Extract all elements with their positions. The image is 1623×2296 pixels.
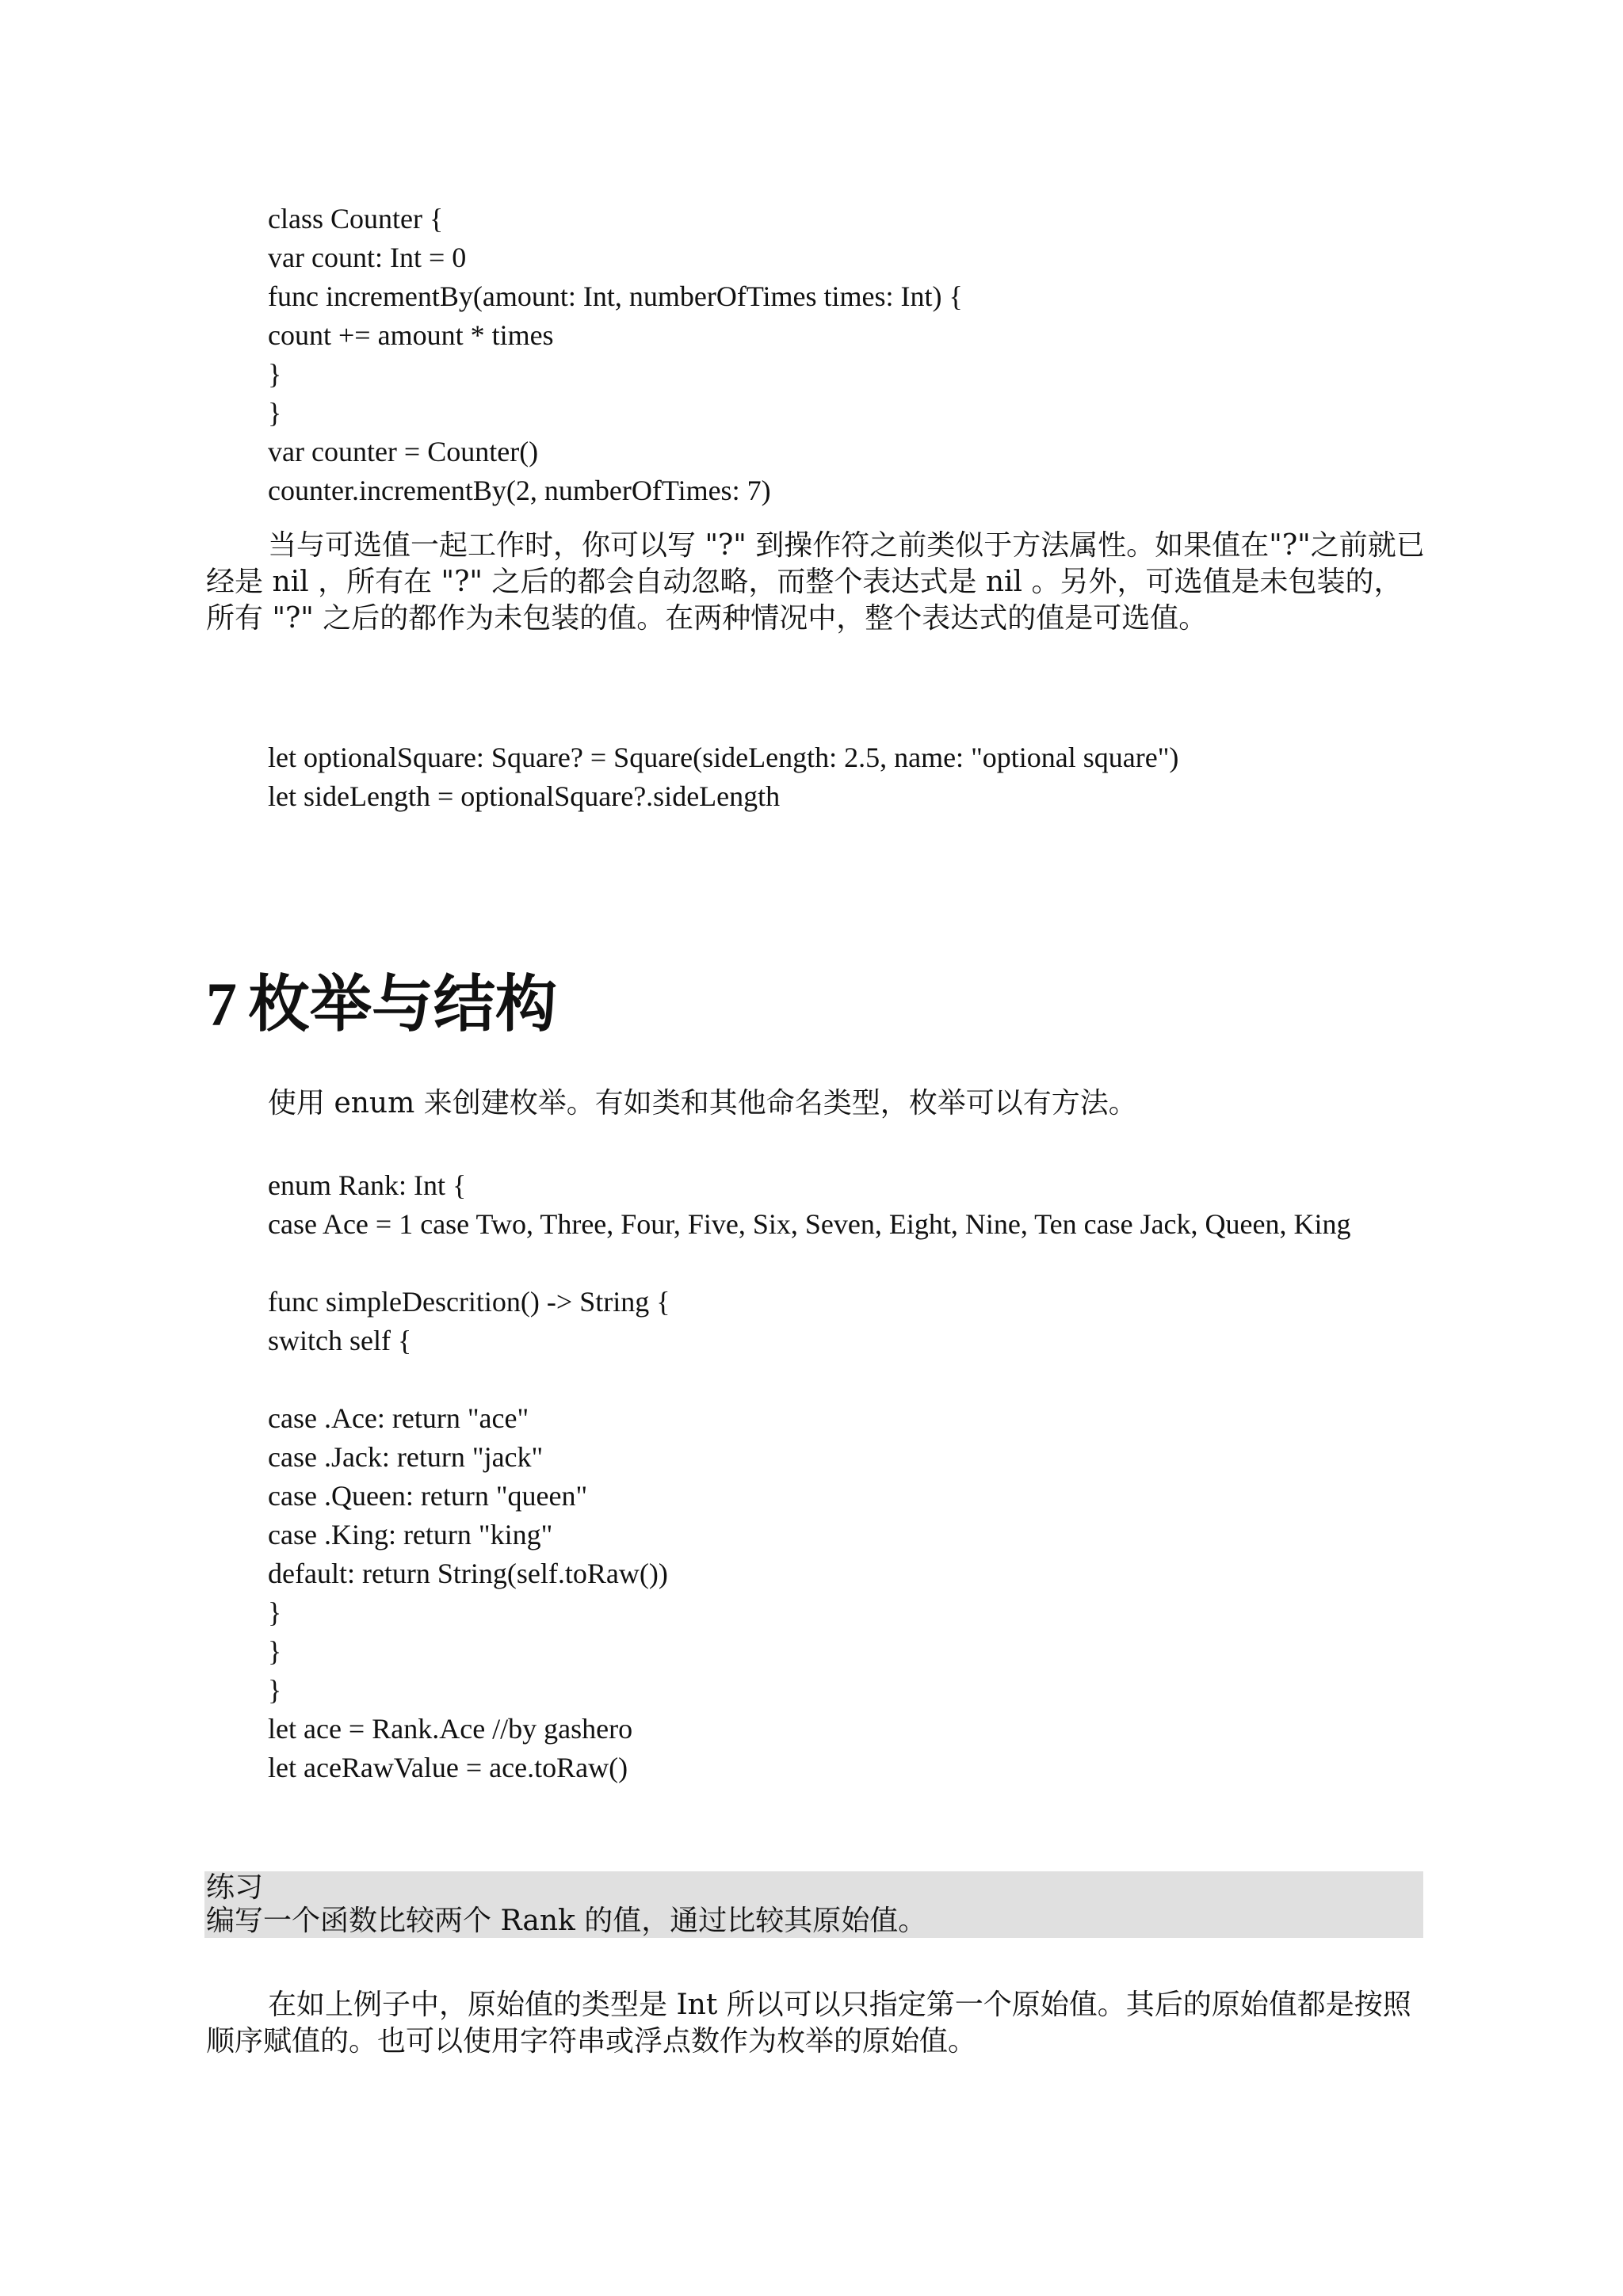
code-line: switch self { [268,1325,412,1356]
code-block-counter [206,200,1426,510]
code-line: case Ace = 1 case Two, Three, Four, Five, Six, Seven, Eight, Nine, Ten case Jack, Queen, King [268,1208,1351,1240]
code-line: var counter = Counter() [268,436,539,467]
paragraph-enum-intro: 使用 enum 来创建枚举。有如类和其他命名类型，枚举可以有方法。 [268,1087,1137,1119]
code-line: let ace = Rank.Ace //by gashero [268,1713,633,1745]
code-line: let sideLength = optionalSquare?.sideLength [268,780,781,812]
code-line: } [268,1596,282,1628]
paragraph-optional-chaining: 当与可选值一起工作时，你可以写 "?" 到操作符之前类似于方法属性。如果值在"?"之前就已经是 nil ，所有在 "?" 之后的都会自动忽略，而整个表达式是 nil 。另外，可选值是未包装的，所有 "?" 之后的都作为未包装的值。在两种情况中，整个表达式的值是可选值。 [206,529,1425,635]
code-line: case .King: return "king" [268,1519,553,1550]
section-number: 7 [206,970,237,1039]
code-line: } [268,1674,282,1706]
code-line: func simpleDescrition() -> String { [268,1286,670,1318]
blank-line [206,1360,1426,1399]
exercise-box [204,1871,1423,1938]
code-line: case .Ace: return "ace" [268,1402,529,1434]
code-line: class Counter { [268,203,444,235]
code-line: } [268,1635,282,1667]
exercise-text: 编写一个函数比较两个 Rank 的值，通过比较其原始值。 [206,1905,927,1937]
code-line: default: return String(self.toRaw()) [268,1558,668,1589]
code-line: count += amount * times [268,319,554,351]
section-title: 枚举与结构 [248,968,558,1040]
code-line: } [268,358,282,390]
code-line: func incrementBy(amount: Int, numberOfTimes times: Int) { [268,280,963,312]
code-line: enum Rank: Int { [268,1169,467,1201]
paragraph-raw-values: 在如上例子中，原始值的类型是 Int 所以可以只指定第一个原始值。其后的原始值都是按照顺序赋值的。也可以使用字符串或浮点数作为枚举的原始值。 [206,1989,1411,2058]
code-line: let optionalSquare: Square? = Square(sideLength: 2.5, name: "optional square") [268,742,1179,773]
code-block-optional-square [206,738,1426,816]
code-line: case .Queen: return "queen" [268,1480,588,1512]
code-line: let aceRawValue = ace.toRaw() [268,1752,628,1783]
code-line: case .Jack: return "jack" [268,1441,544,1473]
code-block-enum-rank [206,1166,1426,1787]
exercise-label: 练习 [206,1871,264,1904]
code-line: } [268,397,282,429]
section-heading [206,965,557,1044]
code-line: var count: Int = 0 [268,242,467,273]
code-line: counter.incrementBy(2, numberOfTimes: 7) [268,475,771,506]
